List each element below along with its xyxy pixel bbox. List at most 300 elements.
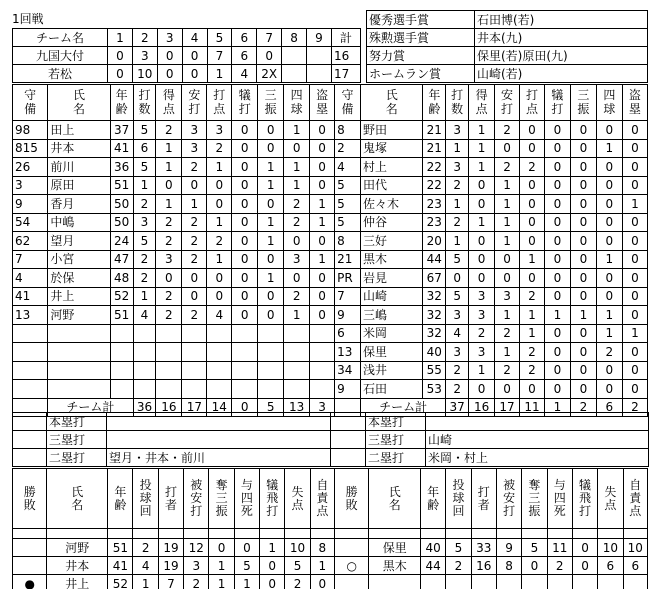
- pitching-header-row: [13, 469, 648, 529]
- batter-row: [13, 139, 648, 158]
- pitching-header-cell: 年 齢: [108, 469, 133, 529]
- total-cell: 2: [622, 398, 647, 416]
- pitcher-cell: 0: [260, 557, 285, 575]
- batter-cell: 3: [182, 139, 207, 158]
- inning-score: 10: [132, 65, 157, 83]
- pitcher-cell: [471, 529, 496, 539]
- batter-cell: 34: [335, 361, 361, 380]
- pitcher-cell: 1: [209, 557, 234, 575]
- batter-cell: 1: [469, 361, 495, 380]
- batter-cell: 2: [520, 343, 545, 362]
- pitcher-cell: [369, 575, 421, 589]
- batter-cell: 0: [544, 176, 570, 195]
- hit-players: [107, 431, 331, 449]
- batter-cell: [232, 343, 258, 362]
- batter-cell: 0: [258, 139, 284, 158]
- inning-score: [307, 65, 332, 83]
- blank-cell: [331, 449, 366, 467]
- pitcher-cell: 5: [285, 557, 310, 575]
- batter-cell: 1: [495, 232, 520, 251]
- batter-cell: 野田: [361, 121, 423, 140]
- batter-cell: 岩見: [361, 269, 423, 288]
- award-label: ホームラン賞: [367, 65, 475, 83]
- batter-cell: 32: [423, 324, 446, 343]
- batter-cell: 1: [284, 121, 310, 140]
- batter-cell: 2: [156, 213, 182, 232]
- batter-cell: 保里: [361, 343, 423, 362]
- pitcher-row: [13, 529, 648, 539]
- batter-cell: 52: [110, 287, 133, 306]
- batter-cell: 佐々木: [361, 195, 423, 214]
- pitching-header-cell: 被 安 打: [184, 469, 209, 529]
- batter-cell: 0: [596, 361, 622, 380]
- batter-cell: 0: [596, 158, 622, 177]
- batter-cell: 0: [258, 121, 284, 140]
- batter-cell: 2: [446, 213, 469, 232]
- batter-cell: 1: [495, 195, 520, 214]
- batter-cell: 0: [544, 250, 570, 269]
- award-value: 保里(若)原田(九): [475, 47, 648, 65]
- pitcher-cell: 0: [572, 557, 597, 575]
- inning-score: [282, 47, 307, 65]
- batter-cell: 0: [310, 176, 335, 195]
- batter-cell: [284, 380, 310, 399]
- awards-table: [366, 10, 648, 83]
- blank-cell: [13, 431, 47, 449]
- batter-cell: 1: [207, 213, 232, 232]
- batter-cell: 原田: [48, 176, 110, 195]
- batter-cell: 1: [446, 232, 469, 251]
- batter-cell: [156, 380, 182, 399]
- batting-header-cell: 三 振: [258, 85, 284, 121]
- batter-cell: 1: [258, 269, 284, 288]
- pitching-header-cell: 犠 飛 打: [572, 469, 597, 529]
- batter-cell: 0: [232, 250, 258, 269]
- batter-cell: 4: [446, 324, 469, 343]
- batter-cell: [232, 361, 258, 380]
- batter-cell: [13, 361, 48, 380]
- pitcher-cell: 0: [522, 557, 547, 575]
- pitcher-cell: 保里: [369, 539, 421, 557]
- total-cell: 2: [570, 398, 596, 416]
- batter-cell: 1: [156, 139, 182, 158]
- batter-cell: 2: [207, 232, 232, 251]
- pitching-header-cell: 勝 敗: [334, 469, 368, 529]
- batter-cell: 53: [423, 380, 446, 399]
- pitcher-cell: [369, 529, 421, 539]
- score-header-cell: 計: [332, 29, 361, 47]
- batter-cell: 前川: [48, 158, 110, 177]
- batter-cell: 0: [310, 158, 335, 177]
- batter-cell: [284, 343, 310, 362]
- batter-cell: [48, 324, 110, 343]
- batter-cell: 0: [182, 176, 207, 195]
- batter-cell: 2: [284, 195, 310, 214]
- batter-cell: 1: [495, 176, 520, 195]
- batter-cell: 三嶋: [361, 306, 423, 325]
- pitcher-cell: [471, 575, 496, 589]
- batter-row: [13, 250, 648, 269]
- pitcher-cell: [334, 539, 368, 557]
- batter-cell: [310, 324, 335, 343]
- batter-cell: [310, 343, 335, 362]
- inning-score: 0: [157, 65, 182, 83]
- batter-cell: 0: [596, 232, 622, 251]
- batter-cell: 13: [335, 343, 361, 362]
- pitcher-cell: 6: [598, 557, 623, 575]
- batter-cell: 2: [182, 232, 207, 251]
- batter-cell: 0: [622, 176, 647, 195]
- batter-cell: 0: [570, 343, 596, 362]
- batter-cell: 1: [469, 158, 495, 177]
- award-label: 努力賞: [367, 47, 475, 65]
- batter-cell: 0: [570, 176, 596, 195]
- batter-cell: 8: [335, 121, 361, 140]
- pitcher-cell: [13, 557, 47, 575]
- inning-score: 4: [232, 65, 257, 83]
- pitching-header-cell: 与 四 死: [234, 469, 259, 529]
- batter-cell: 1: [520, 250, 545, 269]
- batter-cell: 0: [469, 269, 495, 288]
- batter-cell: [182, 380, 207, 399]
- batter-cell: 51: [110, 306, 133, 325]
- batter-cell: 4: [335, 158, 361, 177]
- batter-cell: 1: [446, 195, 469, 214]
- batter-cell: 2: [182, 306, 207, 325]
- hit-players: [426, 413, 649, 431]
- pitching-header-cell: 勝 敗: [13, 469, 47, 529]
- score-team-row: [13, 65, 361, 83]
- batter-cell: 1: [495, 213, 520, 232]
- batter-cell: 浅井: [361, 361, 423, 380]
- batter-row: [13, 269, 648, 288]
- pitcher-cell: 8: [496, 557, 521, 575]
- team-name: 九国大付: [13, 47, 108, 65]
- pitcher-cell: 52: [108, 575, 133, 589]
- batter-cell: 1: [469, 139, 495, 158]
- batter-cell: 0: [622, 306, 647, 325]
- pitcher-cell: 0: [572, 539, 597, 557]
- score-header-cell: 5: [207, 29, 232, 47]
- batter-cell: 41: [110, 139, 133, 158]
- award-value: 井本(九): [475, 29, 648, 47]
- batter-cell: 0: [495, 380, 520, 399]
- batter-cell: 於保: [48, 269, 110, 288]
- batter-cell: 0: [207, 176, 232, 195]
- batting-header-cell: 打 点: [207, 85, 232, 121]
- batter-cell: 0: [622, 232, 647, 251]
- pitcher-cell: [598, 529, 623, 539]
- batter-cell: [13, 324, 48, 343]
- batter-cell: 5: [133, 121, 156, 140]
- batter-cell: 2: [495, 324, 520, 343]
- batter-cell: 0: [622, 269, 647, 288]
- batter-cell: 0: [544, 380, 570, 399]
- inning-score: 0: [182, 65, 207, 83]
- batter-cell: 0: [544, 232, 570, 251]
- batter-cell: 0: [182, 269, 207, 288]
- inning-score: 0: [108, 65, 133, 83]
- batter-cell: 0: [596, 213, 622, 232]
- batter-cell: 3: [446, 121, 469, 140]
- batter-cell: 2: [520, 361, 545, 380]
- batter-cell: 2: [520, 287, 545, 306]
- batter-cell: 2: [156, 121, 182, 140]
- pitcher-cell: [133, 529, 158, 539]
- pitcher-cell: 0: [234, 539, 259, 557]
- batter-cell: 0: [232, 232, 258, 251]
- batter-cell: 0: [520, 269, 545, 288]
- batter-cell: 0: [544, 324, 570, 343]
- pitcher-cell: 河野: [47, 539, 108, 557]
- pitcher-cell: 2: [285, 575, 310, 589]
- pitcher-cell: 井上: [47, 575, 108, 589]
- score-header-cell: 3: [157, 29, 182, 47]
- batter-cell: 井上: [48, 287, 110, 306]
- pitcher-cell: 0: [260, 575, 285, 589]
- batter-row: [13, 306, 648, 325]
- batter-cell: 36: [110, 158, 133, 177]
- pitcher-cell: ○: [334, 557, 368, 575]
- batter-cell: 0: [207, 269, 232, 288]
- batter-cell: 1: [544, 306, 570, 325]
- batter-cell: 2: [133, 195, 156, 214]
- batter-cell: 1: [310, 250, 335, 269]
- batter-cell: 3: [495, 287, 520, 306]
- batting-header-cell: 盗 塁: [622, 85, 647, 121]
- batter-cell: 0: [310, 287, 335, 306]
- batter-cell: 2: [182, 250, 207, 269]
- batting-header-cell: 犠 打: [544, 85, 570, 121]
- batter-cell: 0: [232, 269, 258, 288]
- inning-score: 1: [207, 65, 232, 83]
- batting-header-cell: 年 齢: [423, 85, 446, 121]
- batter-cell: [182, 361, 207, 380]
- batter-cell: 2: [520, 158, 545, 177]
- pitcher-cell: 黒木: [369, 557, 421, 575]
- batter-cell: 田代: [361, 176, 423, 195]
- pitcher-cell: [421, 575, 446, 589]
- pitcher-cell: [547, 575, 572, 589]
- batter-cell: 0: [232, 158, 258, 177]
- batter-cell: 3: [156, 250, 182, 269]
- total-cell: 0: [232, 398, 258, 416]
- batter-cell: 44: [423, 250, 446, 269]
- batter-cell: 1: [156, 158, 182, 177]
- inning-score: 0: [257, 47, 282, 65]
- batter-cell: 50: [110, 195, 133, 214]
- batter-cell: 0: [520, 195, 545, 214]
- batter-cell: 0: [570, 361, 596, 380]
- batter-cell: 2: [156, 306, 182, 325]
- batter-cell: 7: [13, 250, 48, 269]
- batter-cell: 0: [310, 232, 335, 251]
- batter-cell: 0: [232, 139, 258, 158]
- batter-cell: 1: [310, 213, 335, 232]
- batter-cell: 0: [520, 380, 545, 399]
- pitcher-cell: [623, 575, 647, 589]
- batting-header-cell: 打 点: [520, 85, 545, 121]
- pitcher-cell: [334, 575, 368, 589]
- batter-cell: 0: [622, 361, 647, 380]
- pitcher-row: [13, 539, 648, 557]
- batter-cell: [207, 324, 232, 343]
- pitcher-cell: 41: [108, 557, 133, 575]
- batter-cell: 55: [423, 361, 446, 380]
- batter-cell: [110, 343, 133, 362]
- batter-cell: 1: [258, 232, 284, 251]
- pitcher-cell: [522, 529, 547, 539]
- batter-cell: [258, 380, 284, 399]
- batter-cell: 1: [596, 139, 622, 158]
- batter-cell: 0: [622, 121, 647, 140]
- batter-cell: 37: [110, 121, 133, 140]
- batter-cell: 1: [495, 306, 520, 325]
- batter-cell: 1: [469, 121, 495, 140]
- pitcher-cell: [421, 529, 446, 539]
- batter-cell: 1: [596, 306, 622, 325]
- batter-cell: 0: [622, 213, 647, 232]
- pitcher-cell: [13, 529, 47, 539]
- batter-cell: 望月: [48, 232, 110, 251]
- pitcher-cell: 19: [158, 557, 183, 575]
- inning-score: 7: [207, 47, 232, 65]
- score-header-cell: 8: [282, 29, 307, 47]
- batter-cell: [133, 361, 156, 380]
- inning-score: [307, 47, 332, 65]
- inning-score: 2X: [257, 65, 282, 83]
- batter-cell: 9: [335, 306, 361, 325]
- batter-cell: [182, 324, 207, 343]
- batter-cell: [207, 361, 232, 380]
- batter-cell: 5: [133, 158, 156, 177]
- total-cell: 36: [133, 398, 156, 416]
- pitching-header-cell: 打 者: [471, 469, 496, 529]
- batter-cell: 51: [110, 176, 133, 195]
- pitcher-cell: 10: [285, 539, 310, 557]
- batter-cell: 2: [495, 361, 520, 380]
- pitcher-cell: [496, 575, 521, 589]
- batter-cell: 仲谷: [361, 213, 423, 232]
- batter-cell: PR: [335, 269, 361, 288]
- score-header-cell: 9: [307, 29, 332, 47]
- batter-cell: 6: [335, 324, 361, 343]
- batter-cell: 0: [232, 195, 258, 214]
- batter-cell: 0: [182, 287, 207, 306]
- score-header-cell: 4: [182, 29, 207, 47]
- batter-cell: 3: [469, 306, 495, 325]
- batter-cell: 98: [13, 121, 48, 140]
- hit-label: 二塁打: [366, 449, 426, 467]
- batter-cell: 62: [13, 232, 48, 251]
- batter-cell: 22: [423, 158, 446, 177]
- award-value: 石田博(若): [475, 11, 648, 29]
- batter-cell: [13, 343, 48, 362]
- pitcher-cell: [446, 575, 471, 589]
- batter-cell: 0: [570, 324, 596, 343]
- pitching-header-cell: 投 球 回: [133, 469, 158, 529]
- score-header-cell: チーム名: [13, 29, 108, 47]
- batter-cell: 0: [310, 306, 335, 325]
- batting-header-cell: 氏 名: [48, 85, 110, 121]
- batter-cell: 0: [258, 250, 284, 269]
- pitching-header-cell: 与 四 死: [547, 469, 572, 529]
- batting-header-row: [13, 85, 648, 121]
- batter-cell: 2: [596, 343, 622, 362]
- pitcher-cell: [209, 529, 234, 539]
- batter-cell: 1: [156, 195, 182, 214]
- page-title: 1回戦: [12, 12, 44, 26]
- pitching-header-cell: 被 安 打: [496, 469, 521, 529]
- batter-cell: [258, 324, 284, 343]
- pitcher-cell: [108, 529, 133, 539]
- batting-header-cell: 安 打: [495, 85, 520, 121]
- batting-header-cell: 三 振: [570, 85, 596, 121]
- pitching-header-cell: 奪 三 振: [522, 469, 547, 529]
- pitcher-cell: 2: [446, 557, 471, 575]
- batter-row: [13, 121, 648, 140]
- pitcher-cell: 2: [133, 539, 158, 557]
- pitcher-cell: [234, 529, 259, 539]
- award-label: 優秀選手賞: [367, 11, 475, 29]
- batter-cell: 石田: [361, 380, 423, 399]
- pitcher-cell: 16: [471, 557, 496, 575]
- batter-cell: 32: [423, 306, 446, 325]
- batting-header-cell: 安 打: [182, 85, 207, 121]
- batter-cell: 4: [207, 306, 232, 325]
- batter-cell: 21: [335, 250, 361, 269]
- score-header-cell: 7: [257, 29, 282, 47]
- batter-cell: 2: [446, 380, 469, 399]
- batter-cell: 5: [446, 250, 469, 269]
- team-total: 16: [332, 47, 361, 65]
- batting-header-cell: 四 球: [284, 85, 310, 121]
- pitcher-cell: [598, 575, 623, 589]
- pitching-header-cell: 打 者: [158, 469, 183, 529]
- batting-header-cell: 得 点: [156, 85, 182, 121]
- batter-cell: 2: [446, 176, 469, 195]
- batter-cell: 9: [13, 195, 48, 214]
- batter-cell: [232, 324, 258, 343]
- hit-label: 二塁打: [47, 449, 107, 467]
- hit-players: 米岡・村上: [426, 449, 649, 467]
- pitcher-cell: 5: [234, 557, 259, 575]
- batter-cell: 6: [133, 139, 156, 158]
- batter-cell: 中嶋: [48, 213, 110, 232]
- pitcher-cell: [446, 529, 471, 539]
- batter-cell: 41: [13, 287, 48, 306]
- pitcher-cell: 40: [421, 539, 446, 557]
- batter-cell: 0: [310, 121, 335, 140]
- pitcher-cell: [496, 529, 521, 539]
- hit-label: 本塁打: [366, 413, 426, 431]
- pitcher-cell: [158, 529, 183, 539]
- batter-cell: [156, 343, 182, 362]
- batter-cell: 1: [596, 250, 622, 269]
- batter-cell: 0: [520, 121, 545, 140]
- batter-cell: 26: [13, 158, 48, 177]
- pitcher-cell: [310, 529, 334, 539]
- team-total-label: チーム計: [48, 398, 133, 416]
- pitcher-cell: 8: [310, 539, 334, 557]
- pitcher-cell: 1: [133, 575, 158, 589]
- batter-cell: 0: [596, 195, 622, 214]
- batter-cell: 0: [622, 380, 647, 399]
- pitcher-cell: 1: [310, 557, 334, 575]
- inning-score: [282, 65, 307, 83]
- batter-cell: 山崎: [361, 287, 423, 306]
- batter-cell: [258, 361, 284, 380]
